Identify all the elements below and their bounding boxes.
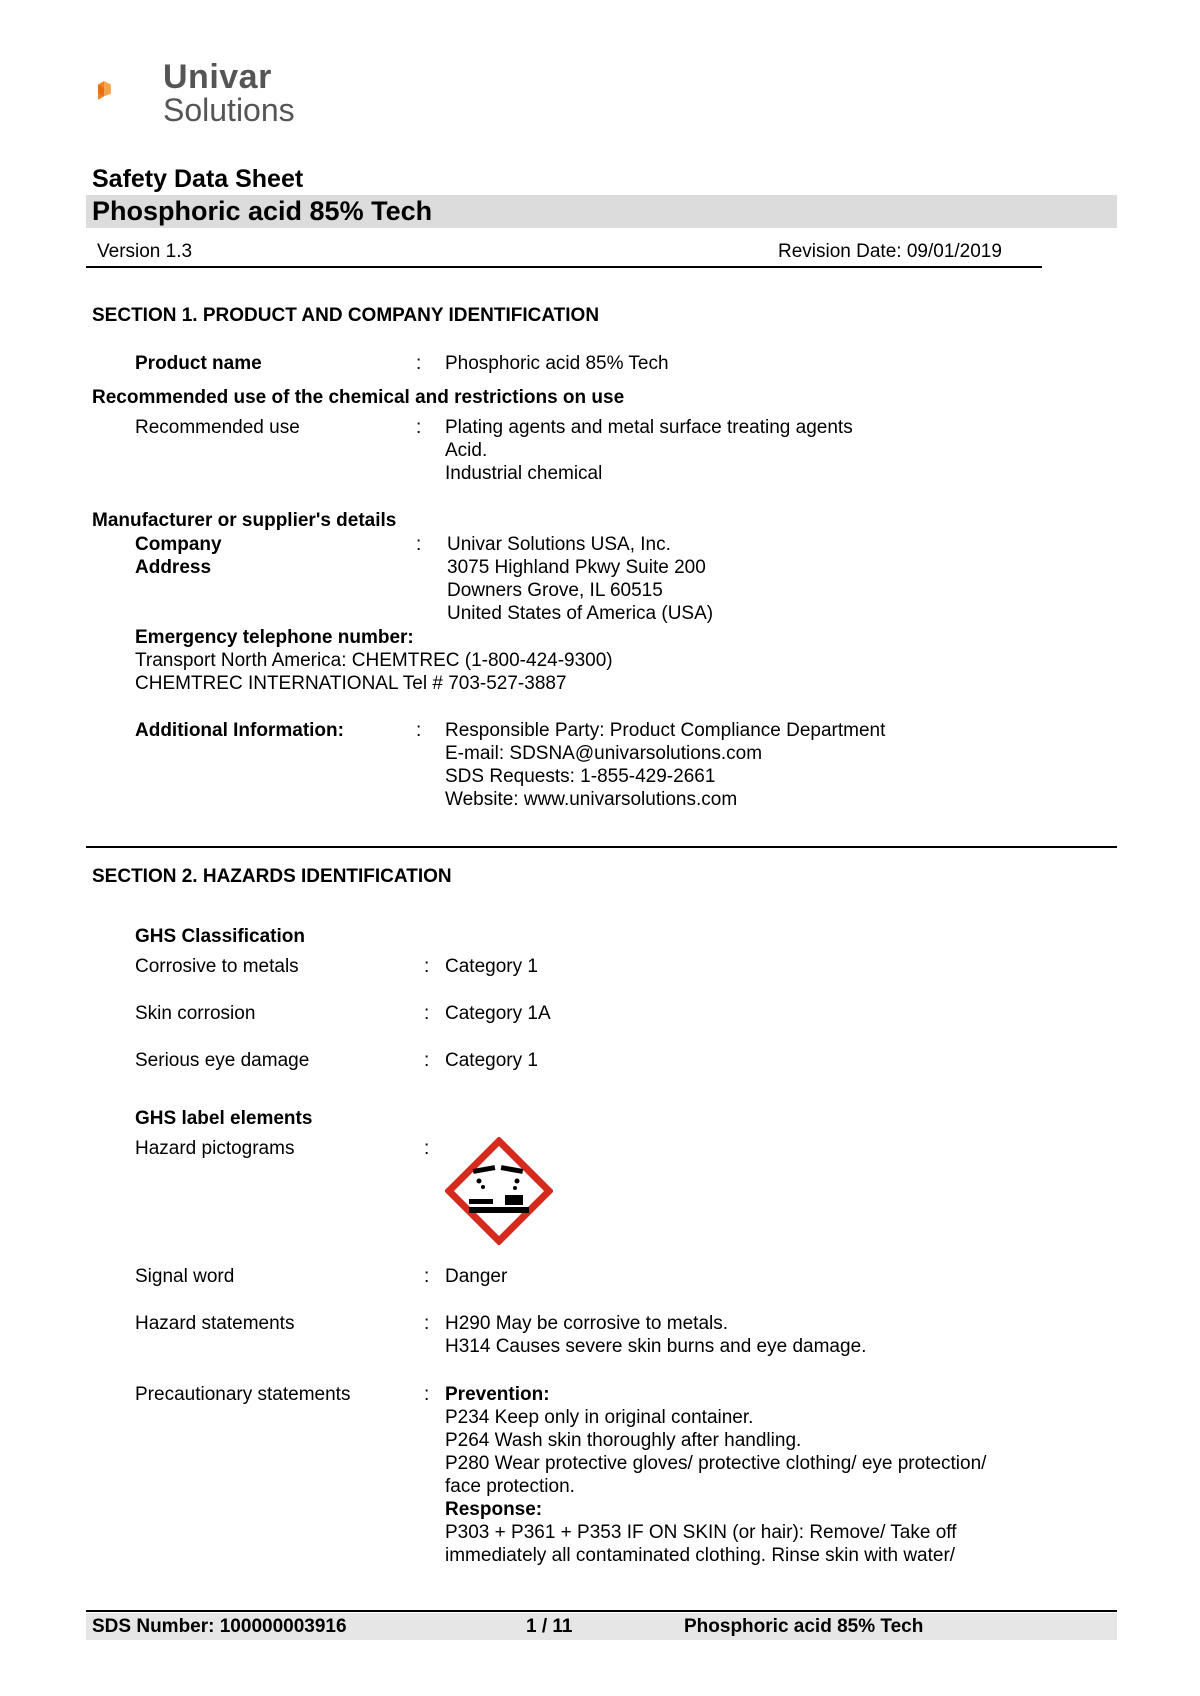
classification-value: Category 1A (445, 1003, 551, 1024)
classification-value: Category 1 (445, 1050, 538, 1071)
colon: : (424, 1138, 430, 1159)
footer-sds-number: SDS Number: 100000003916 (92, 1616, 347, 1637)
document-type-title: Safety Data Sheet (92, 165, 304, 193)
classification-value: Category 1 (445, 956, 538, 977)
emergency-line: CHEMTREC INTERNATIONAL Tel # 703-527-3887 (135, 673, 567, 694)
pictograms-label: Hazard pictograms (135, 1138, 295, 1159)
ghs-classification-heading: GHS Classification (135, 926, 305, 947)
company-line: United States of America (USA) (447, 603, 714, 624)
additional-info-line: Website: www.univarsolutions.com (445, 789, 738, 810)
colon: : (424, 1313, 430, 1334)
hazard-statements-label: Hazard statements (135, 1313, 295, 1334)
company-line: Downers Grove, IL 60515 (447, 580, 663, 601)
prevention-line: P234 Keep only in original container. (445, 1407, 754, 1428)
response-line: P303 + P361 + P353 IF ON SKIN (or hair): Remove/ Take off (445, 1522, 957, 1543)
signal-word-label: Signal word (135, 1266, 235, 1287)
footer-page-number: 1 / 11 (526, 1616, 573, 1637)
response-line: immediately all contaminated clothing. Rinse skin with water/ (445, 1545, 956, 1566)
prevention-line: face protection. (445, 1476, 575, 1497)
colon: : (416, 720, 422, 741)
colon: : (416, 417, 422, 438)
response-heading: Response: (445, 1499, 543, 1520)
classification-label: Serious eye damage (135, 1050, 310, 1071)
footer-product-name: Phosphoric acid 85% Tech (684, 1616, 924, 1637)
recommended-use-label: Recommended use (135, 417, 300, 438)
signal-word-value: Danger (445, 1266, 508, 1287)
colon: : (424, 1003, 430, 1024)
ghs-label-elements-heading: GHS label elements (135, 1108, 313, 1129)
colon: : (424, 1050, 430, 1071)
additional-info-line: Responsible Party: Product Compliance Department (445, 720, 886, 741)
additional-info-line: E-mail: SDSNA@univarsolutions.com (445, 743, 763, 764)
revision-date-text: Revision Date: 09/01/2019 (778, 241, 1002, 262)
company-label: Company (135, 534, 222, 555)
recommended-use-line: Industrial chemical (445, 463, 603, 484)
prevention-line: P264 Wash skin thoroughly after handling. (445, 1430, 802, 1451)
footer-rule (86, 1610, 1117, 1612)
prevention-heading: Prevention: (445, 1384, 550, 1405)
logo-text-solutions: Solutions (163, 92, 295, 128)
hazard-statement: H314 Causes severe skin burns and eye damage. (445, 1336, 867, 1357)
colon: : (416, 353, 422, 374)
version-text: Version 1.3 (97, 241, 193, 262)
additional-info-label: Additional Information: (135, 720, 344, 741)
logo-text-univar: Univar (163, 58, 272, 96)
recommended-use-line: Plating agents and metal surface treating agents (445, 417, 853, 438)
section-divider (86, 846, 1117, 848)
corrosion-pictogram-icon (445, 1137, 553, 1245)
colon: : (424, 956, 430, 977)
emergency-heading: Emergency telephone number: (135, 627, 414, 648)
additional-info-line: SDS Requests: 1-855-429-2661 (445, 766, 716, 787)
header-rule (86, 266, 1042, 268)
section2-title: SECTION 2. HAZARDS IDENTIFICATION (92, 866, 452, 887)
univar-logo-icon (95, 55, 165, 125)
prevention-line: P280 Wear protective gloves/ protective clothing/ eye protection/ (445, 1453, 987, 1474)
product-title: Phosphoric acid 85% Tech (92, 196, 433, 226)
colon: : (424, 1384, 430, 1405)
address-label: Address (135, 557, 212, 578)
recommended-use-heading: Recommended use of the chemical and restrictions on use (92, 387, 625, 408)
recommended-use-line: Acid. (445, 440, 488, 461)
manufacturer-heading: Manufacturer or supplier's details (92, 510, 397, 531)
company-line: Univar Solutions USA, Inc. (447, 534, 671, 555)
section1-title: SECTION 1. PRODUCT AND COMPANY IDENTIFICATION (92, 305, 600, 326)
hazard-statement: H290 May be corrosive to metals. (445, 1313, 729, 1334)
product-name-label: Product name (135, 353, 262, 374)
company-line: 3075 Highland Pkwy Suite 200 (447, 557, 706, 578)
precautionary-statements-label: Precautionary statements (135, 1384, 351, 1405)
classification-label: Corrosive to metals (135, 956, 299, 977)
emergency-line: Transport North America: CHEMTREC (1-800-424-9300) (135, 650, 613, 671)
colon: : (416, 534, 422, 555)
classification-label: Skin corrosion (135, 1003, 256, 1024)
colon: : (424, 1266, 430, 1287)
product-name-value: Phosphoric acid 85% Tech (445, 353, 669, 374)
